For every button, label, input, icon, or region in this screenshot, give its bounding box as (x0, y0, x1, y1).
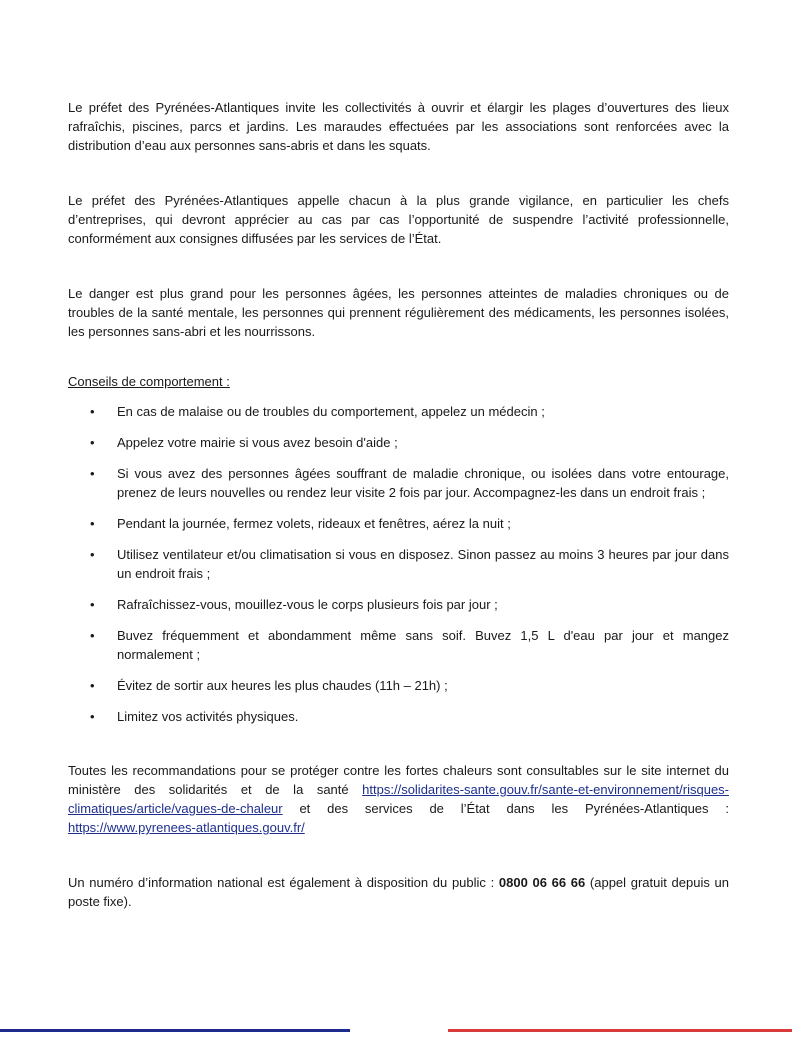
footer-bar-blue (0, 1029, 350, 1032)
list-item-text: Appelez votre mairie si vous avez besoin d'aide ; (117, 435, 398, 450)
list-item (68, 545, 729, 583)
info-text-after: (appel gratuit depuis un poste fixe). (68, 875, 729, 909)
paragraph-vigilance: Le préfet des Pyrénées-Atlantiques appelle chacun à la plus grande vigilance, en particulier les chefs d’entreprises, qui devront apprécier au cas par cas l’opportunité de suspendre l’activité professionnelle, conformément aux consignes diffusées par les services de l’État. (68, 193, 729, 246)
list-item (68, 676, 729, 695)
paragraph-danger: Le danger est plus grand pour les personnes âgées, les personnes atteintes de maladies chroniques ou de troubles de la santé mentale, les personnes qui prennent régulièrement des médicaments, les personnes isolées, les personnes sans-abri et les nourrissons. (68, 286, 729, 339)
list-item (68, 402, 729, 421)
list-item-text: Rafraîchissez-vous, mouillez-vous le corps plusieurs fois par jour ; (117, 597, 498, 612)
list-item-text: Limitez vos activités physiques. (117, 709, 299, 724)
paragraph-info-line (68, 873, 729, 911)
list-item-text: Utilisez ventilateur et/ou climatisation si vous en disposez. Sinon passez au moins 3 heures par jour dans un endroit frais ; (117, 547, 729, 581)
bullet-icon: • (90, 597, 95, 612)
list-item-text: Buvez fréquemment et abondamment même sans soif. Buvez 1,5 L d'eau par jour et mangez normalement ; (117, 628, 729, 662)
list-item-text: Si vous avez des personnes âgées souffrant de maladie chronique, ou isolées dans votre entourage, prenez de leurs nouvelles ou rendez leur visite 2 fois par jour. Accompagnez-les dans un endroit frais ; (117, 466, 729, 500)
paragraph-collectivites: Le préfet des Pyrénées-Atlantiques invite les collectivités à ouvrir et élargir les plages d’ouvertures des lieux rafraîchis, piscines, parcs et jardins. Les maraudes effectuées par les associations sont renforcées avec la distribution d’eau aux personnes sans-abris et dans les squats. (68, 100, 729, 153)
list-item-text: Évitez de sortir aux heures les plus chaudes (11h – 21h) ; (117, 678, 448, 693)
bullet-icon: • (90, 466, 95, 481)
footer-bar-red (448, 1029, 792, 1032)
list-item (68, 707, 729, 726)
list-item (68, 464, 729, 502)
list-item (68, 433, 729, 452)
advice-heading: Conseils de comportement : (68, 374, 230, 389)
advice-list (68, 402, 729, 726)
list-item (68, 514, 729, 533)
bullet-icon: • (90, 709, 95, 724)
list-item (68, 626, 729, 664)
info-text-before: Un numéro d’information national est également à disposition du public : (68, 875, 499, 890)
list-item-text: Pendant la journée, fermez volets, rideaux et fenêtres, aérez la nuit ; (117, 516, 511, 531)
document-body (68, 98, 729, 911)
bullet-icon: • (90, 435, 95, 450)
link-prefecture[interactable]: https://www.pyrenees-atlantiques.gouv.fr/ (68, 820, 305, 835)
list-item (68, 595, 729, 614)
bullet-icon: • (90, 516, 95, 531)
bullet-icon: • (90, 628, 95, 643)
recommendations-text-middle: et des services de l’État dans les Pyrénées-Atlantiques : (282, 801, 729, 816)
recommendations-text-before: Toutes les recommandations pour se protéger contre les fortes chaleurs sont consultables sur le site internet du ministère des solidarités et de la santé (68, 763, 729, 797)
bullet-icon: • (90, 547, 95, 562)
link-solidarites-sante[interactable]: https://solidarites-sante.gouv.fr/sante-et-environnement/risques-climatiques/article/vagues-de-chaleur (68, 782, 729, 816)
bullet-icon: • (90, 678, 95, 693)
bullet-icon: • (90, 404, 95, 419)
phone-number: 0800 06 66 66 (498, 875, 586, 890)
list-item-text: En cas de malaise ou de troubles du comportement, appelez un médecin ; (117, 404, 545, 419)
paragraph-recommendations (68, 761, 729, 837)
